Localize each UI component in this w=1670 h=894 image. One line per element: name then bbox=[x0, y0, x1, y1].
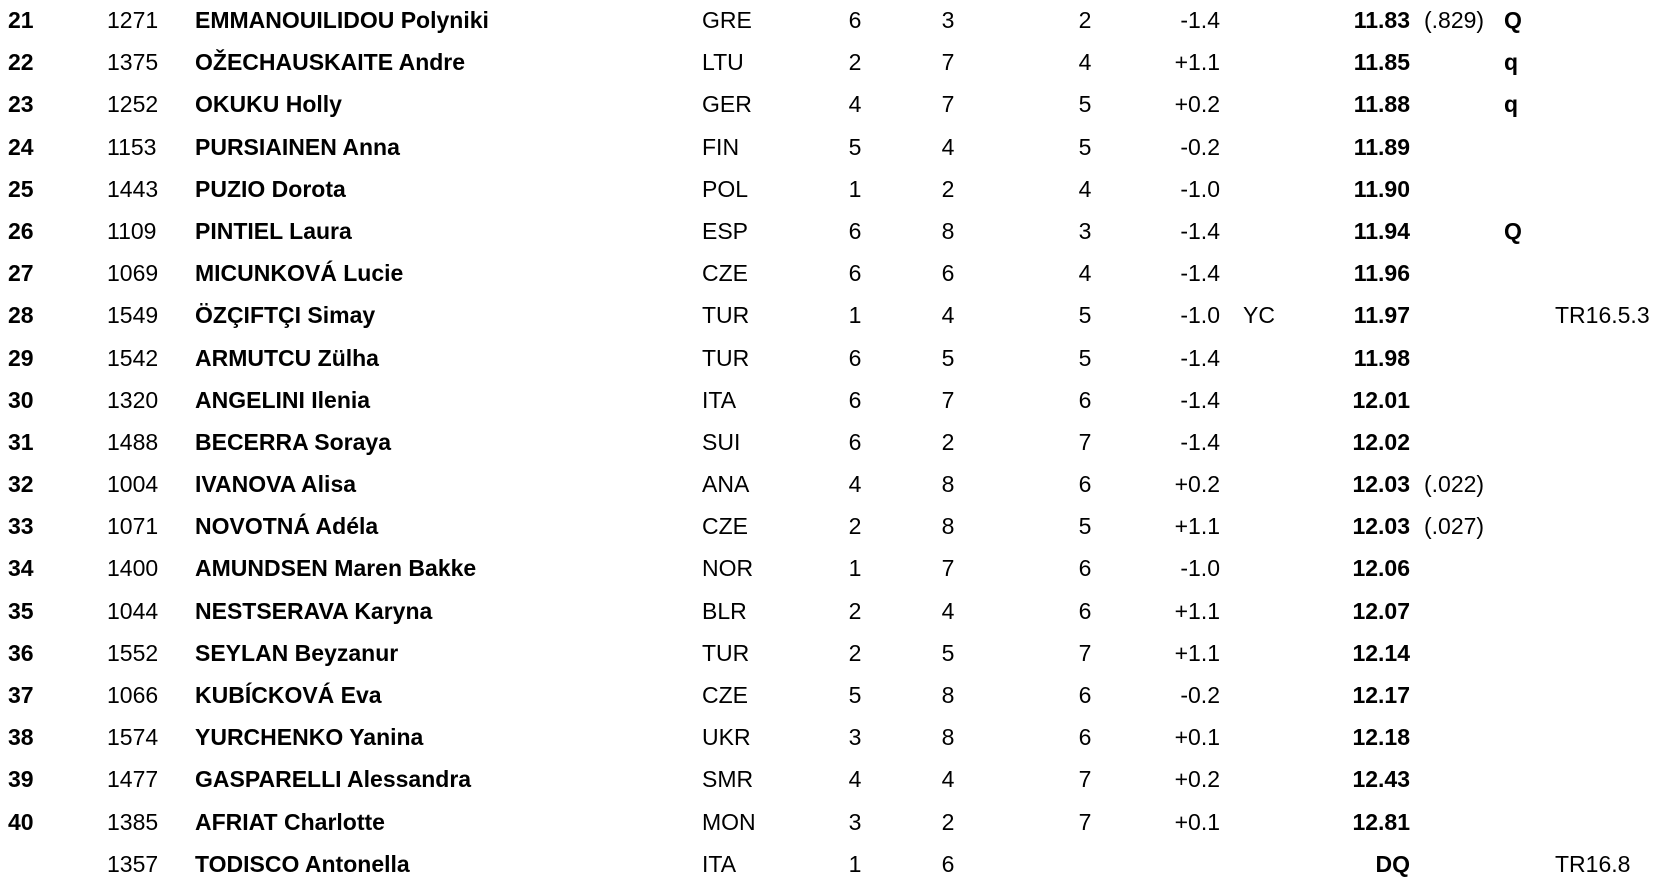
thousandths-cell: (.022) bbox=[1424, 471, 1485, 498]
bib-cell: 1066 bbox=[107, 682, 159, 708]
heat-place-cell: 7 bbox=[1078, 766, 1092, 793]
rank-cell: 24 bbox=[8, 133, 34, 160]
heat-cell: 2 bbox=[848, 49, 862, 76]
heat-cell: 1 bbox=[848, 850, 862, 877]
heat-cell: 4 bbox=[848, 471, 862, 498]
bib-cell: 1109 bbox=[107, 217, 157, 244]
nation-code: ANA bbox=[702, 471, 750, 498]
rank-cell: 33 bbox=[8, 513, 34, 540]
table-row bbox=[0, 464, 1670, 506]
table-row bbox=[0, 169, 1670, 211]
nation-code: GRE bbox=[702, 7, 752, 33]
nation-code: TUR bbox=[702, 302, 750, 329]
rank-cell: 27 bbox=[8, 260, 34, 287]
table-row bbox=[0, 675, 1670, 717]
athlete-name: NESTSERAVA Karyna bbox=[195, 597, 433, 624]
lane-cell: 7 bbox=[941, 91, 955, 118]
rank-cell: 21 bbox=[8, 7, 34, 33]
lane-cell: 8 bbox=[941, 682, 955, 708]
result-mark: 12.03 bbox=[1352, 471, 1410, 498]
table-row bbox=[0, 759, 1670, 801]
heat-cell: 6 bbox=[848, 428, 862, 455]
table-row bbox=[0, 295, 1670, 337]
heat-cell: 4 bbox=[848, 766, 862, 793]
nation-code: CZE bbox=[702, 682, 748, 708]
athlete-name: ANGELINI Ilenia bbox=[195, 386, 371, 413]
rank-cell: 32 bbox=[8, 471, 34, 498]
result-mark: 12.02 bbox=[1352, 428, 1410, 455]
rank-cell: 37 bbox=[8, 682, 34, 708]
bib-cell: 1071 bbox=[107, 513, 159, 540]
table-row bbox=[0, 506, 1670, 548]
qualification-cell: Q bbox=[1504, 7, 1522, 33]
qualification-cell: q bbox=[1504, 49, 1519, 76]
table-row bbox=[0, 127, 1670, 169]
heat-place-cell: 7 bbox=[1078, 808, 1092, 835]
wind-cell: -1.0 bbox=[1180, 302, 1220, 329]
table-row bbox=[0, 844, 1670, 886]
rank-cell: 25 bbox=[8, 175, 34, 202]
rank-cell: 22 bbox=[8, 49, 34, 76]
result-mark: 11.85 bbox=[1353, 49, 1410, 76]
nation-code: ESP bbox=[702, 217, 749, 244]
bib-cell: 1574 bbox=[107, 724, 159, 751]
qualification-cell: q bbox=[1504, 91, 1519, 118]
athlete-name: IVANOVA Alisa bbox=[195, 471, 357, 498]
result-mark: 11.94 bbox=[1353, 217, 1410, 244]
nation-code: SMR bbox=[702, 766, 754, 793]
nation-code: TUR bbox=[702, 639, 750, 666]
heat-cell: 1 bbox=[848, 302, 862, 329]
athlete-name: PURSIAINEN Anna bbox=[195, 133, 400, 160]
athlete-name: BECERRA Soraya bbox=[195, 428, 391, 455]
athlete-name: AMUNDSEN Maren Bakke bbox=[195, 555, 477, 582]
heat-place-cell: 6 bbox=[1078, 597, 1092, 624]
table-row bbox=[0, 548, 1670, 590]
athlete-name: PUZIO Dorota bbox=[195, 175, 346, 202]
heat-place-cell: 5 bbox=[1078, 302, 1092, 329]
lane-cell: 6 bbox=[941, 850, 955, 877]
nation-code: SUI bbox=[702, 428, 741, 455]
card-cell: YC bbox=[1243, 302, 1275, 329]
heat-place-cell: 6 bbox=[1078, 471, 1092, 498]
athlete-name: OKUKU Holly bbox=[195, 91, 342, 118]
bib-cell: 1552 bbox=[107, 639, 159, 666]
wind-cell: +1.1 bbox=[1174, 597, 1220, 624]
table-row bbox=[0, 84, 1670, 126]
heat-cell: 3 bbox=[848, 724, 862, 751]
rank-cell: 36 bbox=[8, 639, 34, 666]
athlete-name: KUBÍCKOVÁ Eva bbox=[195, 682, 382, 708]
rank-cell: 38 bbox=[8, 724, 34, 751]
lane-cell: 7 bbox=[941, 49, 955, 76]
heat-place-cell: 6 bbox=[1078, 555, 1092, 582]
heat-place-cell: 6 bbox=[1078, 682, 1092, 708]
result-mark: 12.14 bbox=[1352, 639, 1410, 666]
heat-place-cell: 6 bbox=[1078, 386, 1092, 413]
table-row bbox=[0, 211, 1670, 253]
result-mark: 12.01 bbox=[1352, 386, 1410, 413]
heat-place-cell: 4 bbox=[1078, 49, 1092, 76]
lane-cell: 2 bbox=[941, 808, 955, 835]
lane-cell: 5 bbox=[941, 344, 955, 371]
nation-code: BLR bbox=[702, 597, 747, 624]
nation-code: UKR bbox=[702, 724, 751, 751]
result-mark: 11.98 bbox=[1353, 344, 1410, 371]
bib-cell: 1153 bbox=[107, 133, 157, 160]
nation-code: GER bbox=[702, 91, 752, 118]
nation-code: ITA bbox=[702, 850, 737, 877]
table-row bbox=[0, 717, 1670, 759]
wind-cell: +1.1 bbox=[1174, 513, 1220, 540]
result-mark: 12.43 bbox=[1352, 766, 1410, 793]
table-row bbox=[0, 253, 1670, 295]
wind-cell: +1.1 bbox=[1174, 49, 1220, 76]
lane-cell: 8 bbox=[941, 513, 955, 540]
heat-cell: 2 bbox=[848, 597, 862, 624]
bib-cell: 1385 bbox=[107, 808, 159, 835]
result-mark: 11.83 bbox=[1353, 7, 1410, 33]
nation-code: LTU bbox=[702, 49, 744, 76]
wind-cell: -1.4 bbox=[1180, 386, 1220, 413]
wind-cell: -1.4 bbox=[1180, 428, 1220, 455]
athlete-name: MICUNKOVÁ Lucie bbox=[195, 260, 404, 287]
athlete-name: YURCHENKO Yanina bbox=[195, 724, 424, 751]
bib-cell: 1004 bbox=[107, 471, 159, 498]
bib-cell: 1375 bbox=[107, 49, 159, 76]
wind-cell: -1.0 bbox=[1180, 555, 1220, 582]
wind-cell: -1.4 bbox=[1180, 217, 1220, 244]
result-mark: 12.18 bbox=[1352, 724, 1410, 751]
lane-cell: 4 bbox=[941, 597, 955, 624]
athlete-name: GASPARELLI Alessandra bbox=[195, 766, 472, 793]
wind-cell: -1.0 bbox=[1180, 175, 1220, 202]
heat-place-cell: 5 bbox=[1078, 513, 1092, 540]
rank-cell: 35 bbox=[8, 597, 34, 624]
heat-place-cell: 7 bbox=[1078, 428, 1092, 455]
heat-cell: 2 bbox=[848, 639, 862, 666]
bib-cell: 1069 bbox=[107, 260, 159, 287]
nation-code: NOR bbox=[702, 555, 754, 582]
athlete-name: OŽECHAUSKAITE Andre bbox=[195, 49, 466, 76]
heat-place-cell: 7 bbox=[1078, 639, 1092, 666]
rank-cell: 30 bbox=[8, 386, 34, 413]
lane-cell: 7 bbox=[941, 555, 955, 582]
table-row bbox=[0, 633, 1670, 675]
heat-place-cell: 6 bbox=[1078, 724, 1092, 751]
bib-cell: 1542 bbox=[107, 344, 159, 371]
heat-place-cell: 2 bbox=[1078, 7, 1092, 33]
rank-cell: 26 bbox=[8, 217, 34, 244]
lane-cell: 8 bbox=[941, 471, 955, 498]
heat-cell: 5 bbox=[848, 682, 862, 708]
bib-cell: 1443 bbox=[107, 175, 159, 202]
result-mark: 12.07 bbox=[1352, 597, 1410, 624]
qualification-cell: Q bbox=[1504, 217, 1522, 244]
thousandths-cell: (.829) bbox=[1424, 7, 1485, 33]
lane-cell: 3 bbox=[941, 7, 955, 33]
result-mark: 11.88 bbox=[1353, 91, 1410, 118]
wind-cell: +0.2 bbox=[1174, 471, 1220, 498]
rule-cell: TR16.5.3 bbox=[1555, 302, 1650, 329]
nation-code: FIN bbox=[702, 133, 740, 160]
lane-cell: 4 bbox=[941, 133, 955, 160]
heat-cell: 4 bbox=[848, 91, 862, 118]
athlete-name: AFRIAT Charlotte bbox=[195, 808, 385, 835]
wind-cell: -1.4 bbox=[1180, 344, 1220, 371]
wind-cell: +1.1 bbox=[1174, 639, 1220, 666]
rule-cell: TR16.8 bbox=[1555, 850, 1631, 877]
rank-cell: 28 bbox=[8, 302, 34, 329]
nation-code: CZE bbox=[702, 513, 748, 540]
heat-place-cell: 5 bbox=[1078, 91, 1092, 118]
rank-cell: 29 bbox=[8, 344, 34, 371]
table-row bbox=[0, 591, 1670, 633]
wind-cell: +0.1 bbox=[1174, 724, 1220, 751]
bib-cell: 1252 bbox=[107, 91, 159, 118]
heat-cell: 6 bbox=[848, 260, 862, 287]
table-row bbox=[0, 380, 1670, 422]
table-row bbox=[0, 802, 1670, 844]
lane-cell: 2 bbox=[941, 175, 955, 202]
wind-cell: +0.1 bbox=[1174, 808, 1220, 835]
heat-cell: 6 bbox=[848, 7, 862, 33]
nation-code: TUR bbox=[702, 344, 750, 371]
table-row bbox=[0, 42, 1670, 84]
lane-cell: 2 bbox=[941, 428, 955, 455]
heat-cell: 1 bbox=[848, 175, 862, 202]
athlete-name: ARMUTCU Zülha bbox=[195, 344, 379, 371]
wind-cell: -1.4 bbox=[1180, 260, 1220, 287]
heat-place-cell: 5 bbox=[1078, 344, 1092, 371]
wind-cell: -1.4 bbox=[1180, 7, 1220, 33]
lane-cell: 4 bbox=[941, 302, 955, 329]
bib-cell: 1357 bbox=[107, 850, 159, 877]
lane-cell: 6 bbox=[941, 260, 955, 287]
result-mark: 12.06 bbox=[1352, 555, 1410, 582]
result-mark: 11.97 bbox=[1353, 302, 1410, 329]
bib-cell: 1044 bbox=[107, 597, 159, 624]
result-mark: 11.89 bbox=[1353, 133, 1410, 160]
athlete-name: SEYLAN Beyzanur bbox=[195, 639, 399, 666]
table-row bbox=[0, 422, 1670, 464]
result-mark: DQ bbox=[1375, 850, 1410, 877]
wind-cell: +0.2 bbox=[1174, 91, 1220, 118]
heat-cell: 1 bbox=[848, 555, 862, 582]
heat-cell: 6 bbox=[848, 217, 862, 244]
nation-code: MON bbox=[702, 808, 756, 835]
table-row bbox=[0, 0, 1670, 42]
bib-cell: 1549 bbox=[107, 302, 159, 329]
result-mark: 12.17 bbox=[1352, 682, 1410, 708]
table-row bbox=[0, 338, 1670, 380]
thousandths-cell: (.027) bbox=[1424, 513, 1485, 540]
nation-code: POL bbox=[702, 175, 749, 202]
wind-cell: -0.2 bbox=[1180, 682, 1220, 708]
heat-cell: 2 bbox=[848, 513, 862, 540]
result-mark: 12.81 bbox=[1352, 808, 1410, 835]
heat-cell: 6 bbox=[848, 344, 862, 371]
heat-place-cell: 4 bbox=[1078, 260, 1092, 287]
rank-cell: 34 bbox=[8, 555, 34, 582]
lane-cell: 4 bbox=[941, 766, 955, 793]
lane-cell: 5 bbox=[941, 639, 955, 666]
athlete-name: NOVOTNÁ Adéla bbox=[195, 513, 379, 540]
bib-cell: 1477 bbox=[107, 766, 159, 793]
result-mark: 11.96 bbox=[1353, 260, 1410, 287]
result-mark: 11.90 bbox=[1353, 175, 1410, 202]
heat-cell: 5 bbox=[848, 133, 862, 160]
result-mark: 12.03 bbox=[1352, 513, 1410, 540]
heat-cell: 6 bbox=[848, 386, 862, 413]
athlete-name: TODISCO Antonella bbox=[195, 850, 410, 877]
bib-cell: 1400 bbox=[107, 555, 159, 582]
nation-code: ITA bbox=[702, 386, 737, 413]
heat-cell: 3 bbox=[848, 808, 862, 835]
lane-cell: 8 bbox=[941, 217, 955, 244]
rank-cell: 39 bbox=[8, 766, 34, 793]
bib-cell: 1271 bbox=[107, 7, 159, 33]
athlete-name: EMMANOUILIDOU Polyniki bbox=[195, 7, 489, 33]
athlete-name: PINTIEL Laura bbox=[195, 217, 352, 244]
wind-cell: +0.2 bbox=[1174, 766, 1220, 793]
heat-place-cell: 4 bbox=[1078, 175, 1092, 202]
rank-cell: 40 bbox=[8, 808, 34, 835]
lane-cell: 8 bbox=[941, 724, 955, 751]
rank-cell: 23 bbox=[8, 91, 34, 118]
bib-cell: 1488 bbox=[107, 428, 159, 455]
heat-place-cell: 5 bbox=[1078, 133, 1092, 160]
bib-cell: 1320 bbox=[107, 386, 159, 413]
nation-code: CZE bbox=[702, 260, 748, 287]
heat-place-cell: 3 bbox=[1078, 217, 1092, 244]
wind-cell: -0.2 bbox=[1180, 133, 1220, 160]
athlete-name: ÖZÇIFTÇI Simay bbox=[195, 302, 376, 329]
rank-cell: 31 bbox=[8, 428, 34, 455]
lane-cell: 7 bbox=[941, 386, 955, 413]
